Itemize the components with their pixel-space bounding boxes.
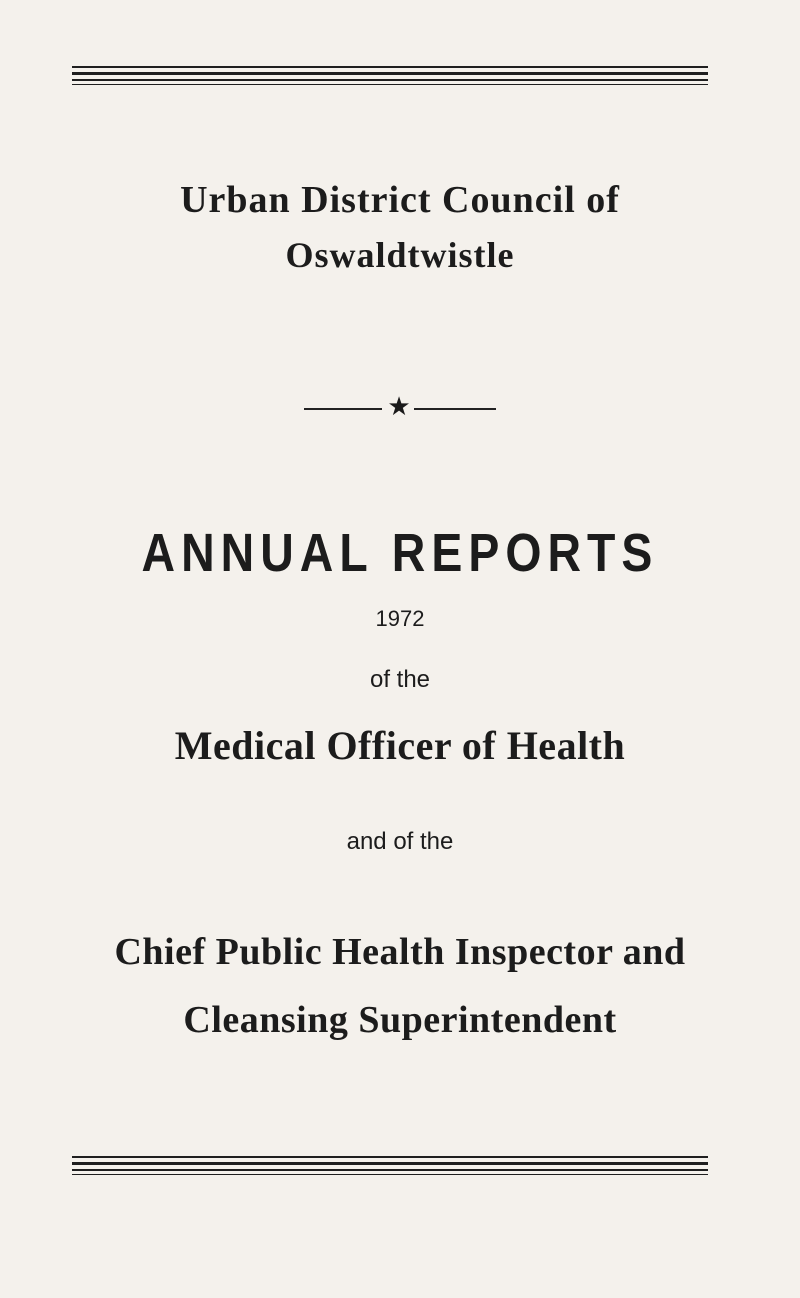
report-year: 1972: [375, 606, 425, 631]
council-name-line1: Urban District Council of: [180, 179, 620, 221]
council-name-line2: Oswaldtwistle: [285, 235, 515, 275]
and-of-the-text: and of the: [346, 828, 454, 855]
annual-reports-title: ANNUAL REPORTS: [141, 523, 659, 583]
chief-inspector-heading: Chief Public Health Inspector and: [114, 931, 686, 973]
top-decorative-rule: [72, 66, 708, 88]
star-divider: [304, 392, 496, 422]
of-the-text: of the: [369, 666, 431, 693]
medical-officer-heading: Medical Officer of Health: [174, 723, 626, 768]
bottom-decorative-rule: [72, 1156, 708, 1180]
star-icon: ★: [387, 392, 411, 422]
cleansing-superintendent-heading: Cleansing Superintendent: [183, 999, 617, 1041]
